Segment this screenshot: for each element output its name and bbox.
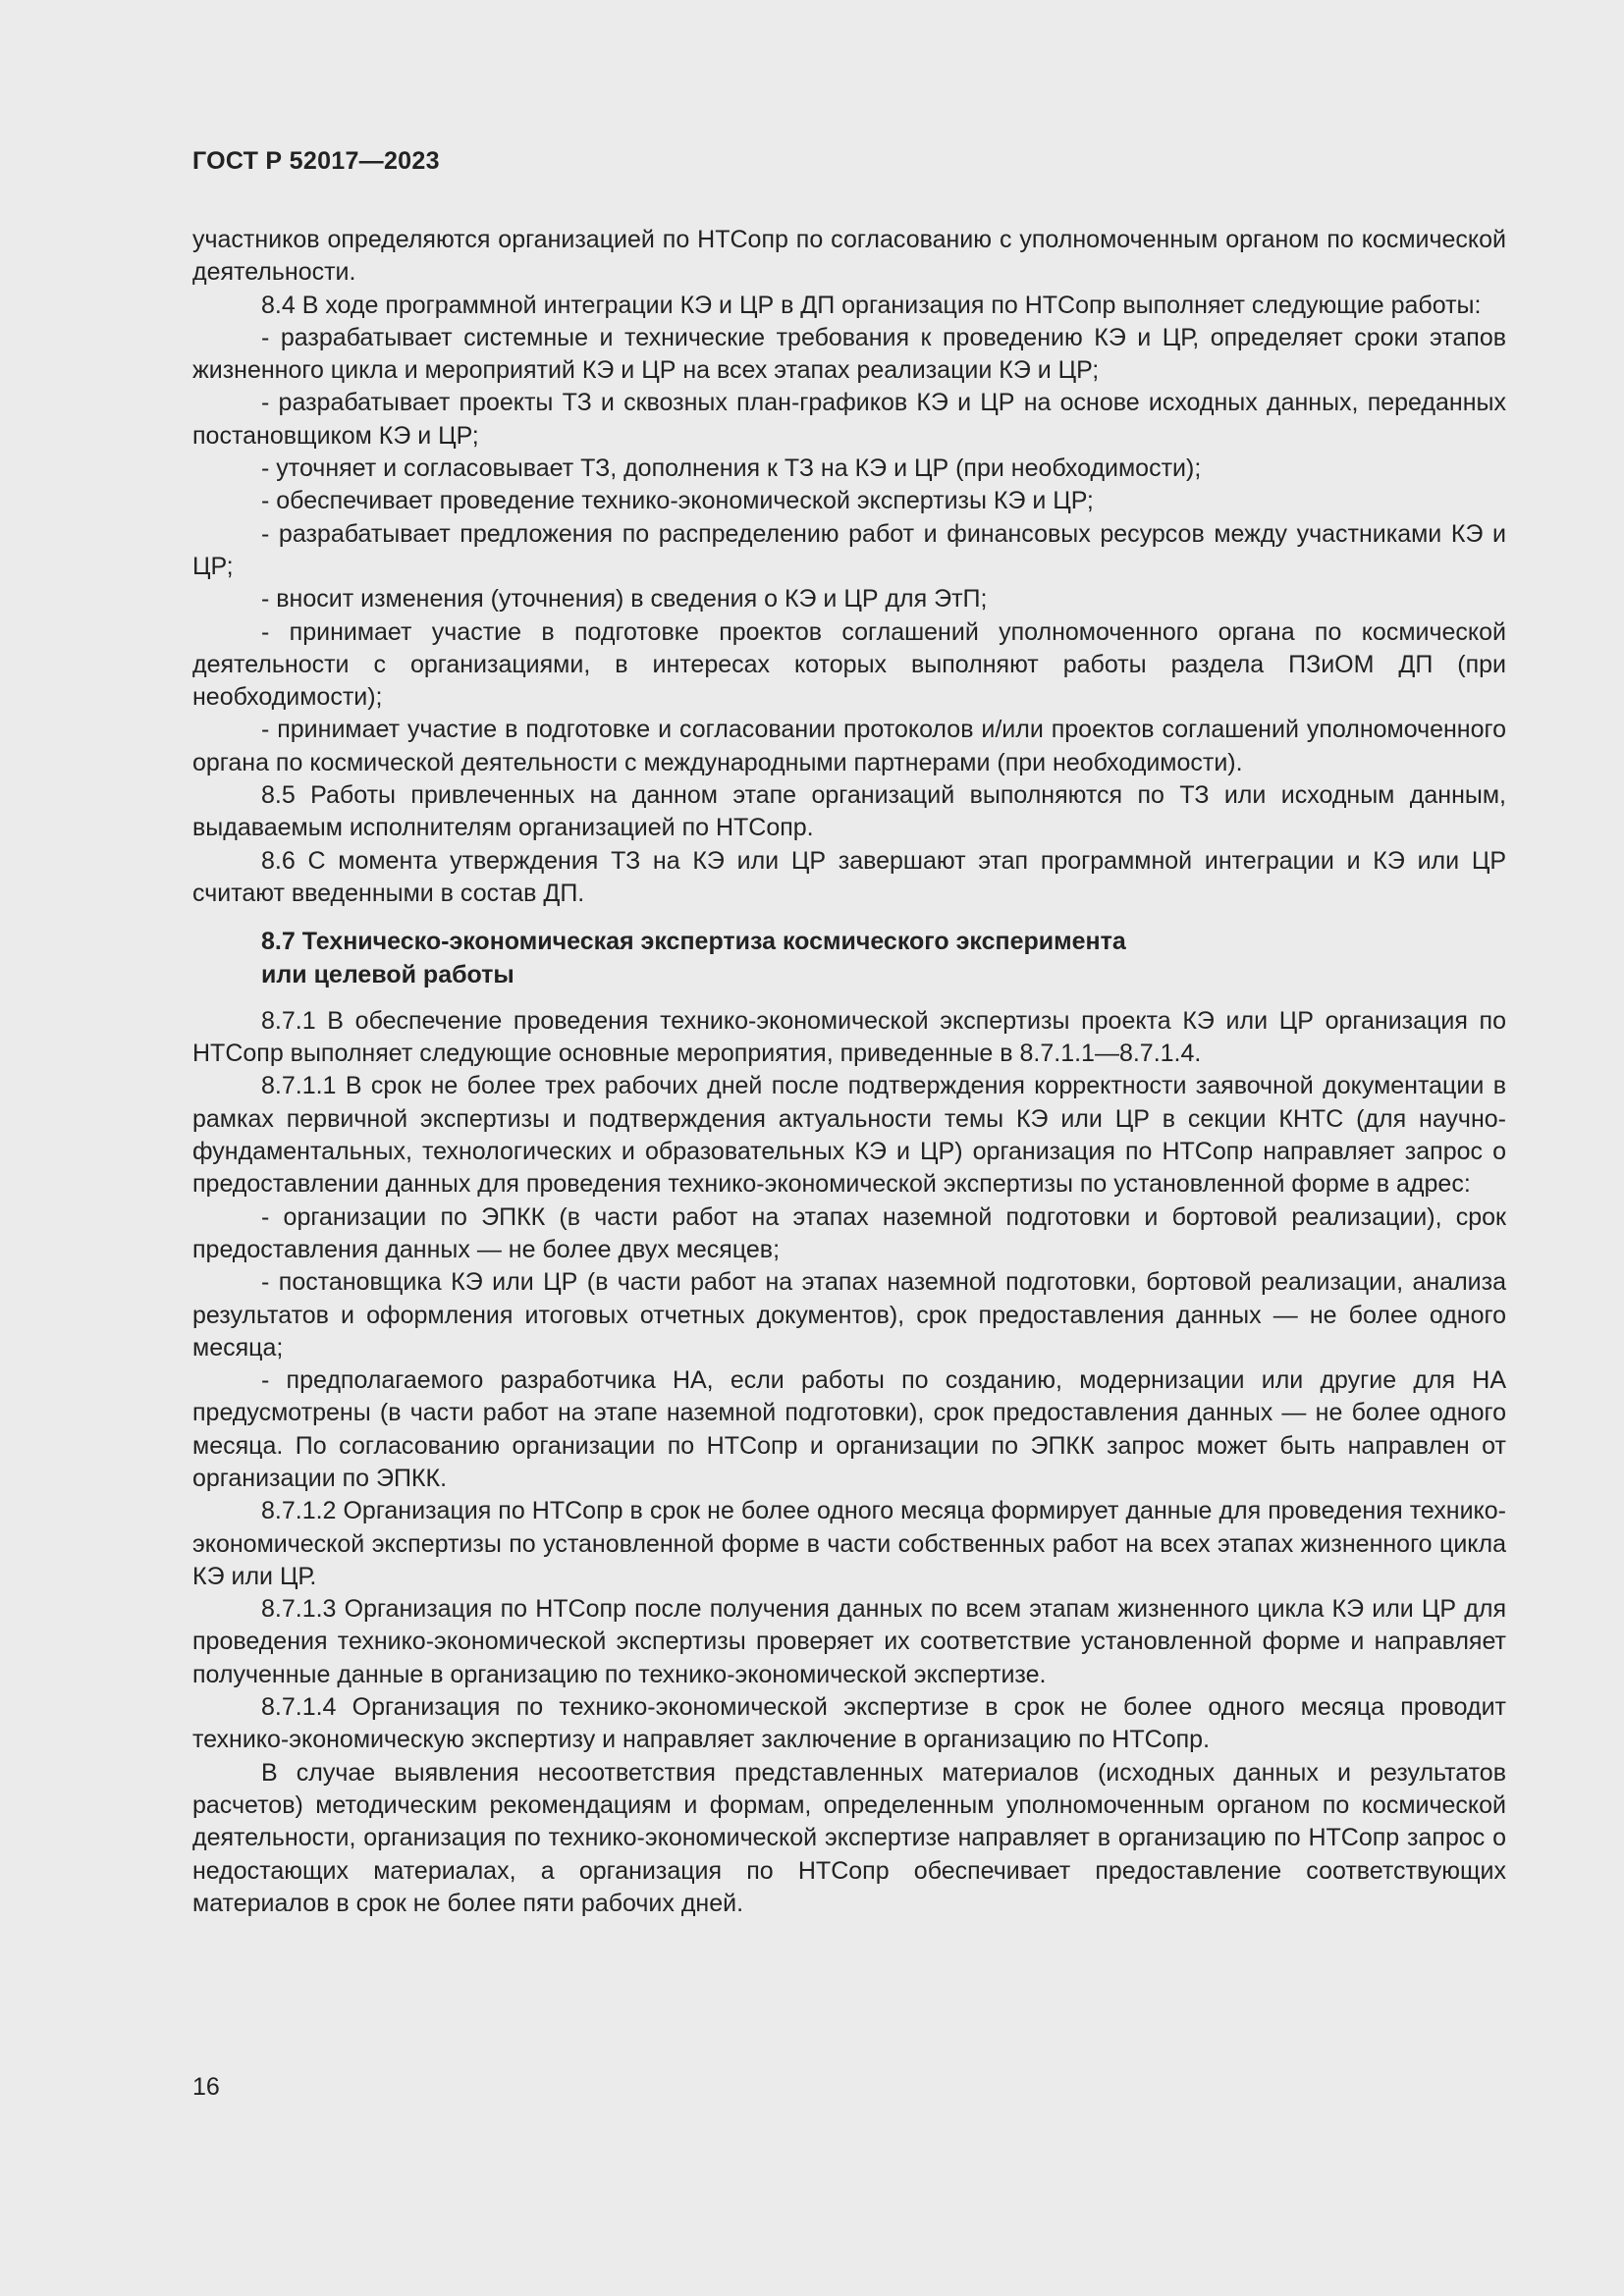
paragraph: - принимает участие в подготовке и согласовании протоколов и/или проектов соглашений уполномоченного органа по космической деятельности с международными партнерами (при необходимости). — [192, 716, 1506, 776]
document-header: ГОСТ Р 52017—2023 — [192, 147, 440, 175]
paragraph: - принимает участие в подготовке проектов соглашений уполномоченного органа по космической деятельности с организациями, в интересах которых выполняют работы раздела ПЗиОМ ДП (при необходимости); — [192, 617, 1506, 712]
paragraph: - предполагаемого разработчика НА, если работы по созданию, модернизации или другие для НА предусмотрены (в части работ на этапе наземной подготовки), срок предоставления данных — не более одного месяца. По согласованию организации по НТСопр и организации по ЭПКК запрос может быть направлен от организации по ЭПКК. — [192, 1366, 1506, 1492]
paragraph: участников определяются организацией по НТСопр по согласованию с уполномоченным органом по космической деятельности. — [192, 226, 1506, 287]
paragraph: 8.6 С момента утверждения ТЗ на КЭ или ЦР завершают этап программной интеграции и КЭ или ЦР считают введенными в состав ДП. — [192, 846, 1506, 907]
section-heading — [261, 926, 1243, 991]
paragraph: - постановщика КЭ или ЦР (в части работ на этапах наземной подготовки, бортовой реализации, анализа результатов и оформления итоговых отчетных документов), срок предоставления данных — не более одного месяца; — [192, 1268, 1506, 1362]
paragraphs-after-section — [192, 1005, 1506, 1920]
paragraphs-before-section — [192, 224, 1506, 910]
section-heading-line-1: 8.7 Техническо-экономическая экспертиза космического эксперимента — [261, 928, 1126, 956]
paragraph: - разрабатывает предложения по распределению работ и финансовых ресурсов между участниками КЭ и ЦР; — [192, 519, 1506, 580]
paragraph: - разрабатывает системные и технические требования к проведению КЭ и ЦР, определяет сроки этапов жизненного цикла и мероприятий КЭ и ЦР на всех этапах реализации КЭ и ЦР; — [192, 323, 1506, 385]
paragraph: - уточняет и согласовывает ТЗ, дополнения к ТЗ на КЭ и ЦР (при необходимости); — [261, 454, 1202, 483]
paragraph: 8.5 Работы привлеченных на данном этапе организаций выполняются по ТЗ или исходным данным, выдаваемым исполнителям организацией по НТСопр. — [192, 781, 1506, 842]
paragraph: 8.7.1 В обеспечение проведения технико-экономической экспертизы проекта КЭ или ЦР организация по НТСопр выполняет следующие основные мероприятия, приведенные в 8.7.1.1—8.7.1.4. — [192, 1006, 1506, 1068]
paragraph: - вносит изменения (уточнения) в сведения о КЭ и ЦР для ЭтП; — [261, 585, 988, 614]
page-number: 16 — [192, 2073, 220, 2101]
section-heading-line-2: или целевой работы — [261, 960, 514, 988]
paragraph: В случае выявления несоответствия представленных материалов (исходных данных и результатов расчетов) методическим рекомендациям и формам, определенным уполномоченным органом по космической деятельности, организация по технико-экономической экспертизе направляет в организацию по НТСопр запрос о недостающих материалах, а организация по НТСопр обеспечивает предоставление соответствующих материалов в срок не более пяти рабочих дней. — [192, 1758, 1506, 1917]
paragraph: - организации по ЭПКК (в части работ на этапах наземной подготовки и бортовой реализации), срок предоставления данных — не более двух месяцев; — [192, 1202, 1506, 1263]
paragraph: 8.4 В ходе программной интеграции КЭ и ЦР в ДП организация по НТСопр выполняет следующие работы: — [261, 291, 1482, 319]
paragraph: 8.7.1.4 Организация по технико-экономической экспертизе в срок не более одного месяца проводит технико-экономическую экспертизу и направляет заключение в организацию по НТСопр. — [192, 1693, 1506, 1754]
document-body — [192, 224, 1506, 1920]
paragraph: - обеспечивает проведение технико-экономической экспертизы КЭ и ЦР; — [261, 487, 1094, 515]
paragraph: - разрабатывает проекты ТЗ и сквозных план-графиков КЭ и ЦР на основе исходных данных, переданных постановщиком КЭ и ЦР; — [192, 389, 1506, 450]
paragraph: 8.7.1.2 Организация по НТСопр в срок не более одного месяца формирует данные для проведения технико-экономической экспертизы по установленной форме в части собственных работ на всех этапах жизненного цикла КЭ или ЦР. — [192, 1497, 1506, 1590]
paragraph: 8.7.1.1 В срок не более трех рабочих дней после подтверждения корректности заявочной документации в рамках первичной экспертизы и подтверждения актуальности темы КЭ или ЦР в секции КНТС (для научно-фундаментальных, технологических и образовательных КЭ и ЦР) организация по НТСопр направляет запрос о предоставлении данных для проведения технико-экономической экспертизы по установленной форме в адрес: — [192, 1072, 1506, 1199]
paragraph: 8.7.1.3 Организация по НТСопр после получения данных по всем этапам жизненного цикла КЭ или ЦР для проведения технико-экономической экспертизы проверяет их соответствие установленной форме и направляет полученные данные в организацию по технико-экономической экспертизе. — [192, 1595, 1506, 1688]
